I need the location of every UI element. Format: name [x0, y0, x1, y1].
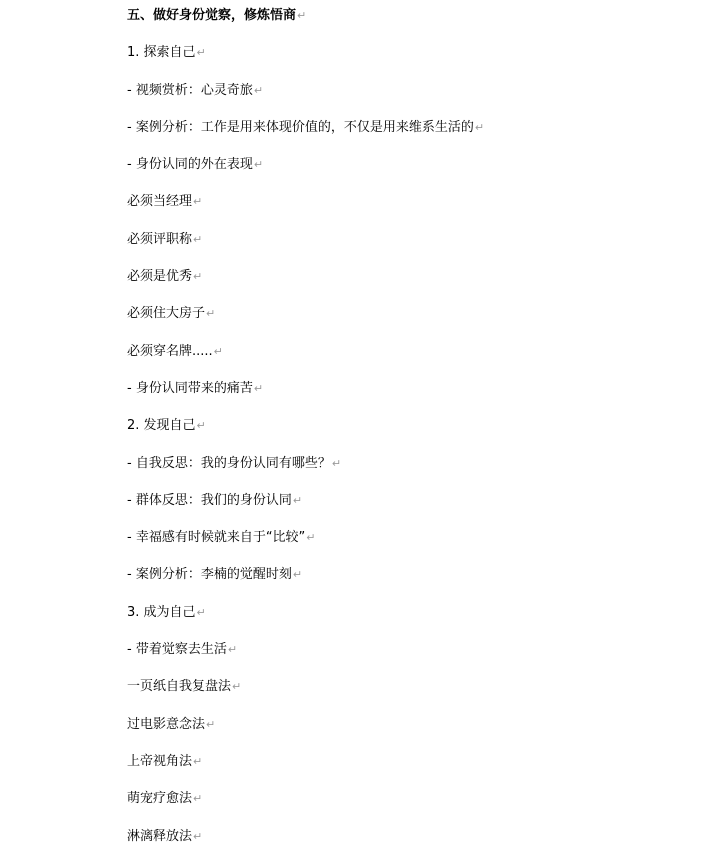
paragraph-mark-icon: ↵ [232, 680, 242, 694]
paragraph-text: - 案例分析：李楠的觉醒时刻 [127, 567, 292, 583]
paragraph-mark-icon: ↵ [213, 344, 223, 358]
paragraph-line [127, 490, 687, 527]
paragraph-text: 必须是优秀 [127, 269, 193, 285]
paragraph-text: - 自我反思：我的身份认同有哪些？ [127, 455, 331, 471]
paragraph-text: 1. 探索自己 [127, 45, 196, 61]
paragraph-line [127, 42, 687, 79]
paragraph-line [127, 676, 687, 713]
paragraph-mark-icon: ↵ [292, 568, 303, 582]
paragraph-mark-icon: ↵ [193, 829, 203, 843]
paragraph-mark-icon: ↵ [193, 792, 203, 806]
paragraph-text: 3. 成为自己 [127, 604, 196, 620]
paragraph-mark-icon: ↵ [193, 754, 203, 768]
paragraph-line [127, 303, 687, 340]
paragraph-line [127, 639, 687, 676]
paragraph-line [127, 826, 687, 863]
paragraph-mark-icon: ↵ [193, 270, 203, 284]
paragraph-mark-icon: ↵ [196, 605, 206, 619]
paragraph-line [127, 788, 687, 825]
paragraph-line [127, 415, 687, 452]
paragraph-text: 2. 发现自己 [127, 418, 196, 434]
paragraph-line [127, 191, 687, 228]
paragraph-mark-icon: ↵ [297, 9, 307, 22]
paragraph-line [127, 527, 687, 564]
paragraph-mark-icon: ↵ [196, 46, 206, 60]
paragraph-line [127, 80, 687, 117]
paragraph-mark-icon: ↵ [474, 120, 485, 134]
section-heading [127, 5, 687, 42]
paragraph-line [127, 117, 687, 154]
paragraph-text: - 群体反思：我们的身份认同 [127, 492, 292, 508]
document-body [127, 5, 687, 863]
paragraph-text: 必须当经理 [127, 194, 193, 210]
paragraph-line [127, 378, 687, 415]
paragraph-text: - 身份认同带来的痛苦 [127, 380, 253, 396]
paragraph-mark-icon: ↵ [253, 158, 264, 172]
paragraph-text: 必须住大房子 [127, 306, 206, 322]
paragraph-text: 一页纸自我复盘法 [127, 679, 232, 695]
paragraph-mark-icon: ↵ [253, 381, 264, 395]
paragraph-mark-icon: ↵ [206, 717, 216, 731]
paragraph-text: - 带着觉察去生活 [127, 642, 227, 658]
paragraph-mark-icon: ↵ [306, 531, 316, 545]
paragraph-text: - 幸福感有时候就来自于“比较” [127, 530, 306, 546]
paragraph-text: - 视频赏析：心灵奇旅 [127, 82, 253, 98]
paragraph-mark-icon: ↵ [193, 195, 203, 209]
paragraph-mark-icon: ↵ [193, 232, 203, 246]
paragraph-line [127, 154, 687, 191]
paragraph-line [127, 751, 687, 788]
paragraph-mark-icon: ↵ [331, 456, 342, 470]
paragraph-text: 萌宠疗愈法 [127, 791, 193, 807]
paragraph-line [127, 714, 687, 751]
paragraph-text: 必须评职称 [127, 231, 193, 247]
paragraph-line [127, 453, 687, 490]
paragraph-line [127, 602, 687, 639]
paragraph-text: 五、做好身份觉察，修炼悟商 [127, 8, 297, 23]
paragraph-text: 淋漓释放法 [127, 828, 193, 844]
paragraph-line [127, 564, 687, 601]
paragraph-line [127, 341, 687, 378]
paragraph-text: 过电影意念法 [127, 716, 206, 732]
paragraph-text: 必须穿名牌..... [127, 343, 213, 359]
paragraph-mark-icon: ↵ [253, 83, 264, 97]
paragraph-text: - 案例分析：工作是用来体现价值的，不仅是用来维系生活的 [127, 119, 474, 135]
paragraph-line [127, 266, 687, 303]
paragraph-line [127, 229, 687, 266]
paragraph-mark-icon: ↵ [196, 419, 206, 433]
paragraph-mark-icon: ↵ [227, 643, 238, 657]
paragraph-mark-icon: ↵ [292, 493, 303, 507]
paragraph-mark-icon: ↵ [206, 307, 216, 321]
paragraph-text: - 身份认同的外在表现 [127, 157, 253, 173]
paragraph-text: 上帝视角法 [127, 753, 193, 769]
